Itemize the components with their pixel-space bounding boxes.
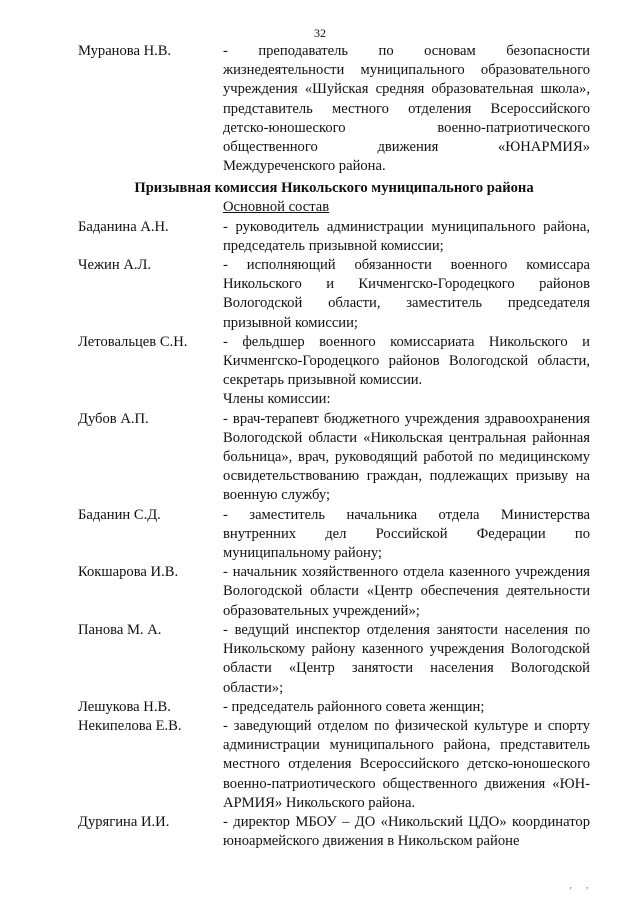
commission-heading: Призывная комиссия Никольского муниципального района — [134, 180, 534, 197]
member-name: Муранова Н.В. — [78, 43, 172, 59]
member-description: - руководитель администрации муниципального района, председатель призывной комиссии; — [223, 218, 590, 254]
member-entry — [78, 813, 590, 851]
members-label: Члены комиссии: — [223, 391, 331, 408]
scan-marks: ' ' — [569, 886, 594, 897]
member-name: Чежин А.Л. — [78, 257, 152, 274]
member-name: Кокшарова И.В. — [78, 564, 179, 581]
member-entry — [78, 698, 590, 717]
member-name: Дубов А.П. — [78, 410, 149, 427]
member-name: Некипелова Е.В. — [78, 717, 182, 734]
member-entry — [78, 621, 590, 698]
page-number: 32 — [314, 26, 326, 40]
member-name: Баданин С.Д. — [78, 506, 161, 523]
member-description: - ведущий инспектор отделения занятости населения по Никольскому району казенного учреждения Вологодской области «Центр занятости населения Вологодской области»; — [223, 621, 590, 696]
member-entry — [78, 42, 590, 176]
member-entry — [78, 563, 590, 621]
member-description: - врач-терапевт бюджетного учреждения здравоохранения Вологодской области «Никольская центральная районная больница», врач, руководящий работой по медицинскому освидетельствованию граждан, подлежащих призыву на военную службу; — [223, 410, 590, 504]
member-description: - заведующий отделом по физической культуре и спорту администрации муниципального района, представитель местного отделения Всероссийского детско-юношеского военно-патриотического общественного движения «ЮН-АРМИЯ» Никольского района. — [223, 717, 590, 811]
member-entry — [78, 218, 590, 256]
member-description: - исполняющий обязанности военного комиссара Никольского и Кичменгско-Городецкого районов Вологодской области, заместитель председателя призывной комиссии; — [223, 257, 590, 331]
member-entry — [78, 506, 590, 564]
member-description: - преподаватель по основам безопасности жизнедеятельности муниципального образовательного учреждения «Шуйская средняя образовательная школа», представитель местного отделения Всероссийского детско-юношеского военно-патриотического общественного движения «ЮНАРМИЯ» Междуреченского района. — [223, 43, 590, 175]
main-composition-label: Основной состав — [223, 199, 330, 216]
member-name: Летовальцев С.Н. — [78, 333, 188, 350]
member-description: - фельдшер военного комиссариата Никольского и Кичменгско-Городецкого районов Вологодской области, секретарь призывной комиссии. — [223, 333, 590, 389]
member-name: Панова М. А. — [78, 621, 162, 638]
document-body — [78, 42, 590, 851]
member-entry — [78, 256, 590, 333]
member-name: Баданина А.Н. — [78, 218, 169, 235]
member-description: - заместитель начальника отдела Министерства внутренних дел Российской Федерации по муниципальному району; — [223, 506, 590, 562]
member-description: - начальник хозяйственного отдела казенного учреждения Вологодской области «Центр обеспечения деятельности образовательных учреждений»; — [223, 564, 590, 619]
member-entry — [78, 410, 590, 506]
member-description: - председатель районного совета женщин; — [223, 698, 485, 715]
member-name: Лешукова Н.В. — [78, 698, 171, 715]
member-name: Дурягина И.И. — [78, 813, 170, 830]
member-entry — [78, 717, 590, 813]
member-entry — [78, 333, 590, 391]
member-description: - директор МБОУ – ДО «Никольский ЦДО» координатор юноармейского движения в Никольском районе — [223, 813, 590, 850]
